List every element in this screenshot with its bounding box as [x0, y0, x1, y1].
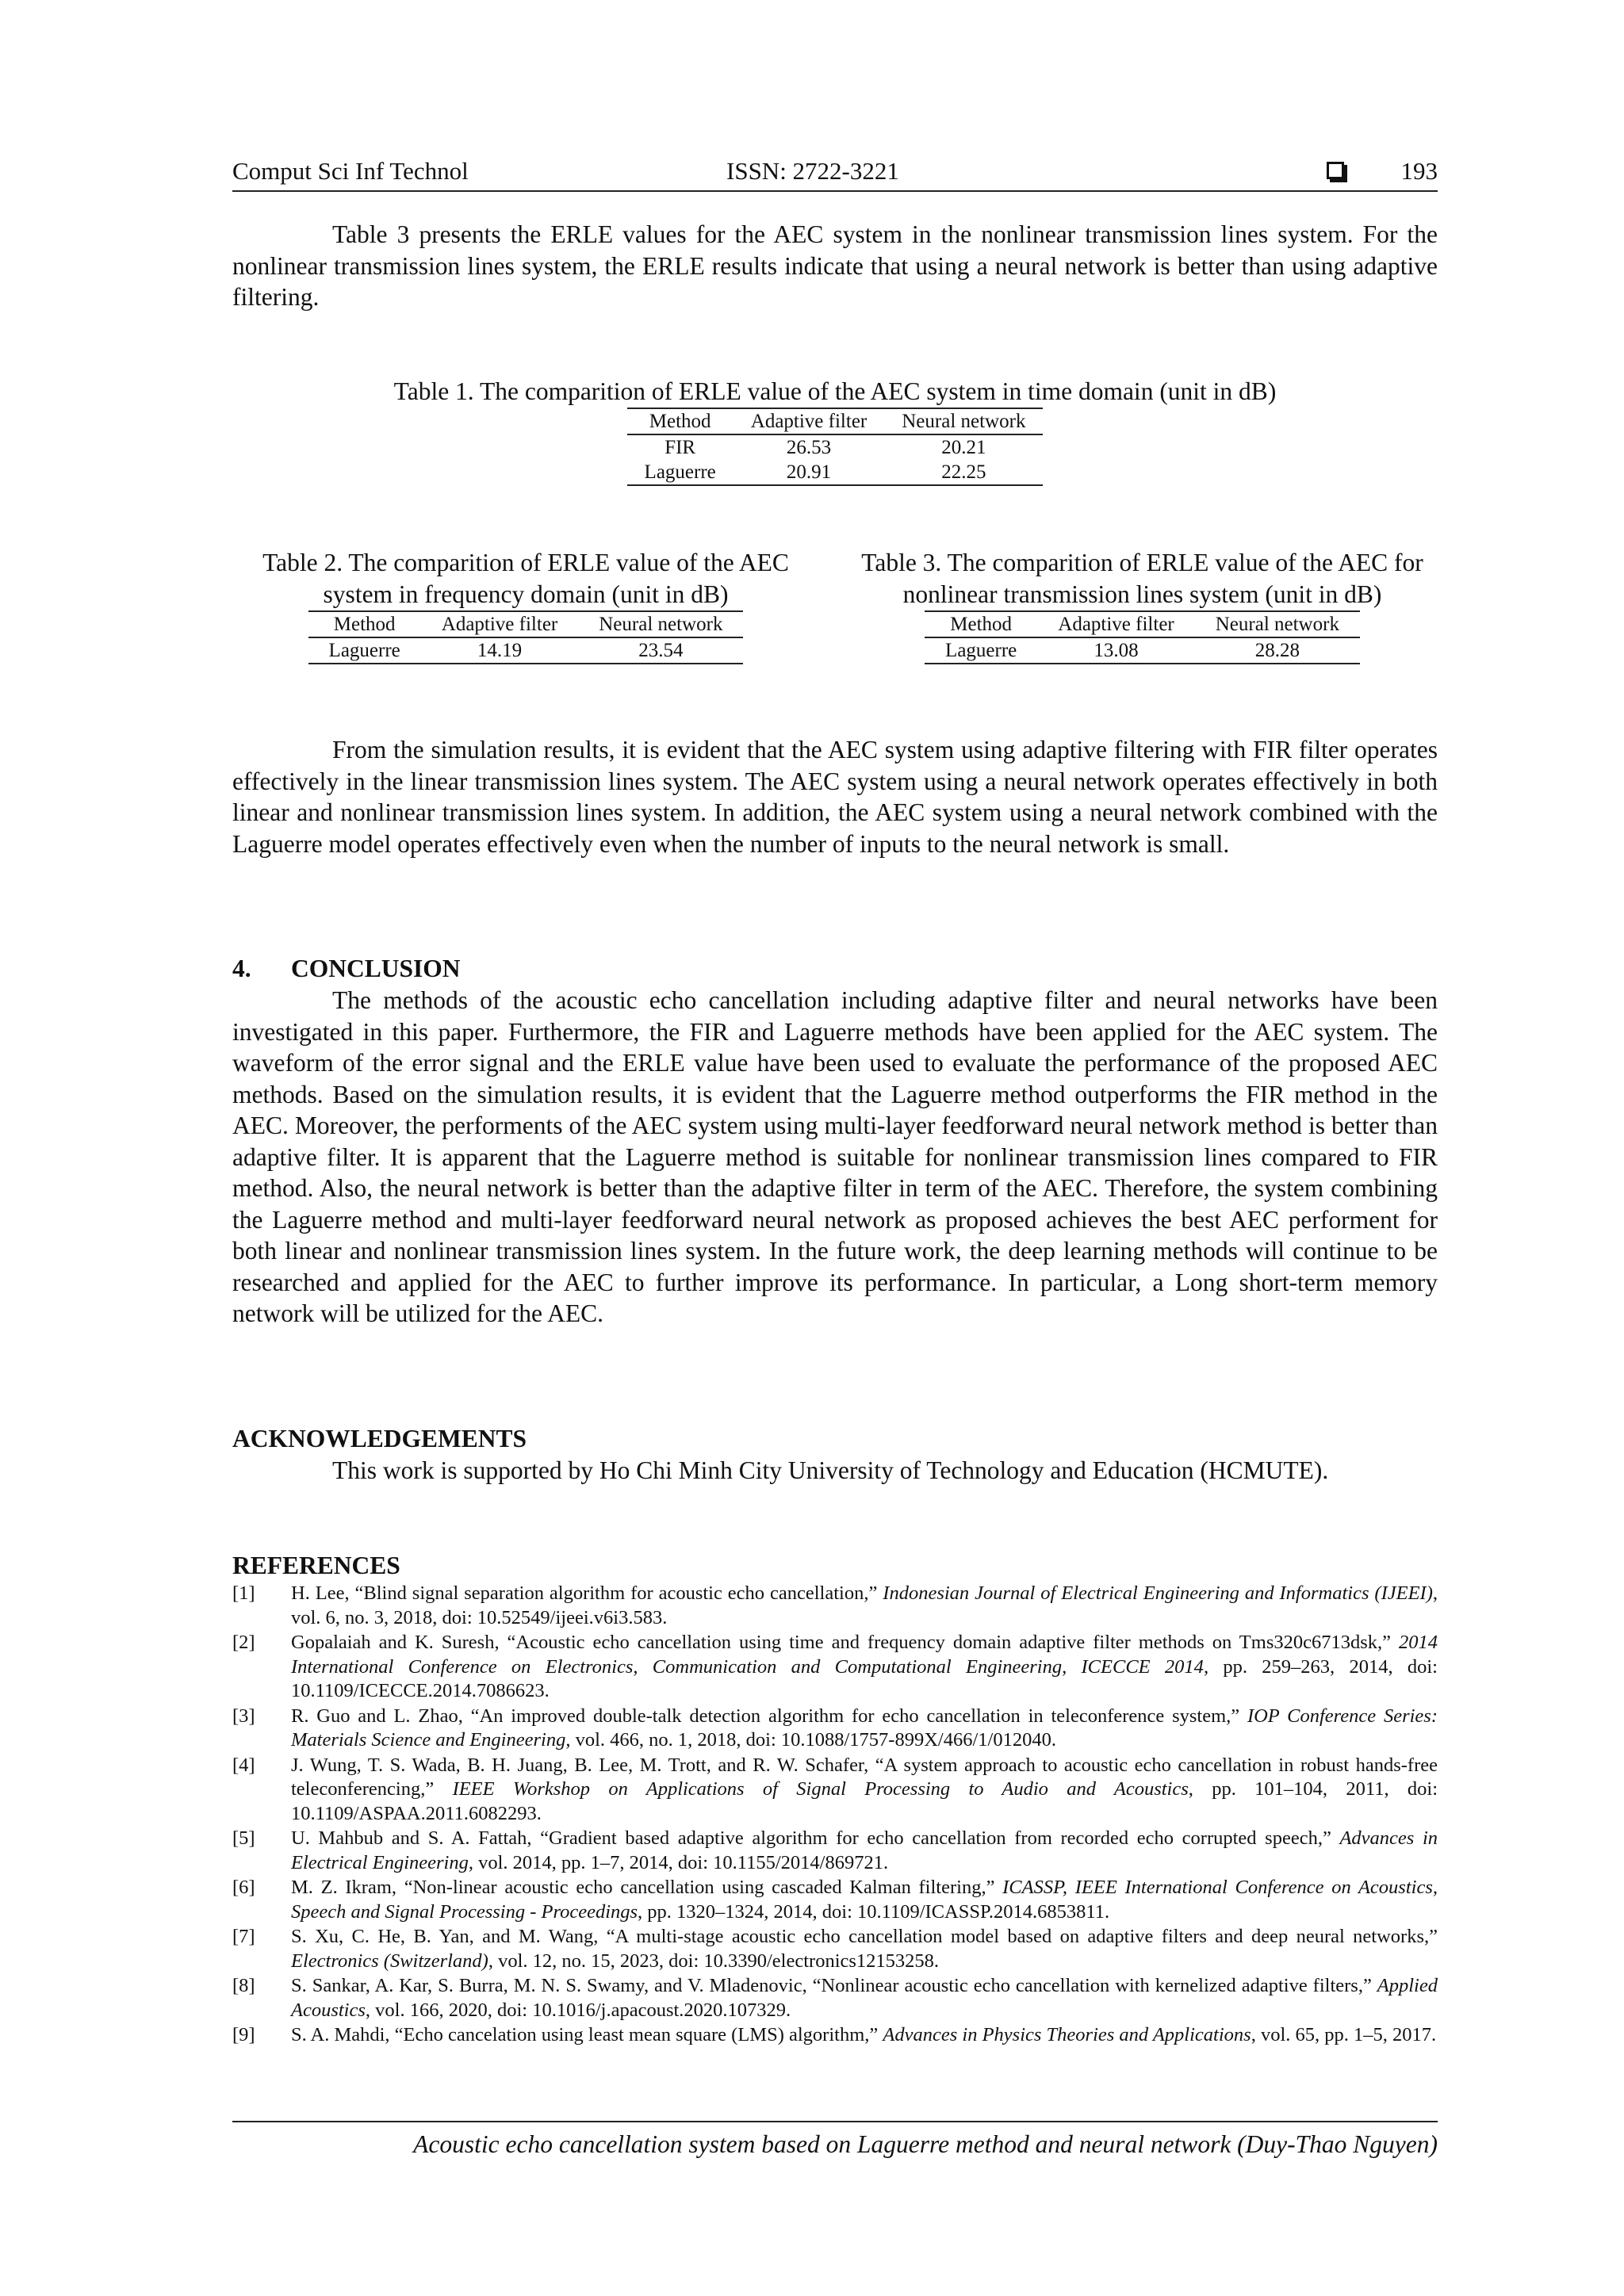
table-cell: 20.21 — [941, 437, 986, 458]
table-row — [925, 637, 1360, 664]
table-cell: 22.25 — [884, 460, 1043, 485]
reference-number: [6] — [232, 1877, 255, 1898]
section-title: CONCLUSION — [291, 955, 461, 982]
checkbox-square-icon — [1327, 162, 1344, 179]
acknowledgements-text: This work is supported by Ho Chi Minh City University of Technology and Education (HCMUTE). — [332, 1456, 1329, 1484]
table-header-row — [627, 408, 1044, 434]
column-header: Adaptive filter — [733, 408, 884, 434]
table-cell: 20.91 — [733, 460, 884, 485]
section-number: 4. — [232, 955, 251, 982]
reference-item: [9] S. A. Mahdi, “Echo cancelation using least mean square (LMS) algorithm,” Advances in Physics Theories and Applications, vol. 65, pp. 1–5, 2017. — [232, 2023, 1438, 2048]
table-row — [627, 460, 1044, 485]
table-cell: 28.28 — [1195, 637, 1360, 664]
reference-list — [232, 1582, 1438, 2048]
table-cell: Laguerre — [925, 637, 1037, 664]
table-caption: Table 1. The comparition of ERLE value of the AEC system in time domain (unit in dB) — [393, 377, 1277, 405]
reference-number: [3] — [232, 1705, 255, 1727]
erle-table — [308, 610, 744, 664]
section-heading: REFERENCES — [232, 1552, 400, 1579]
table-1 — [232, 376, 1438, 486]
table-3 — [847, 547, 1438, 664]
reference-number: [7] — [232, 1926, 255, 1947]
column-header: Neural network — [884, 408, 1043, 434]
reference-item: [7] S. Xu, C. He, B. Yan, and M. Wang, “A multi-stage acoustic echo cancellation model based on adaptive filters and deep neural networks,” Electronics (Switzerland), vol. 12, no. 15, 2023, doi: 10.3390/electronics12153258. — [232, 1926, 1438, 1972]
reference-item: [3] R. Guo and L. Zhao, “An improved double-talk detection algorithm for echo cancellation in teleconference system,” IOP Conference Series: Materials Science and Engineering, vol. 466, no. 1, 2018, doi: 10.1088/1757-899X/466/1/012040. — [232, 1705, 1438, 1751]
column-header: Method — [627, 408, 733, 434]
erle-table — [925, 610, 1360, 664]
results-paragraph: From the simulation results, it is evident that the AEC system using adaptive filtering with FIR filter operates effectively in the linear transmission lines system. The AEC system using a neural network operates effectively in both linear and nonlinear transmission lines system. In addition, the AEC system using a neural network combined with the Laguerre model operates effectively even when the number of inputs to the neural network is small. — [232, 736, 1438, 858]
table-cell: 23.54 — [578, 637, 743, 664]
table-cell: 14.19 — [421, 637, 578, 664]
table-cell: 26.53 — [786, 437, 832, 458]
reference-number: [8] — [232, 1975, 255, 1996]
table-cell: Laguerre — [627, 460, 733, 485]
table-header-row — [308, 611, 744, 637]
references-section — [232, 1550, 1438, 2049]
reference-item: [4] J. Wung, T. S. Wada, B. H. Juang, B. Lee, M. Trott, and R. W. Schafer, “A system approach to acoustic echo cancellation in robust hands-free teleconferencing,” IEEE Workshop on Applications of Signal Processing to Audio and Acoustics, pp. 101–104, 2011, doi: 10.1109/ASPAA.2011.6082293. — [232, 1754, 1438, 1824]
reference-number: [9] — [232, 2024, 255, 2045]
running-header — [232, 155, 1438, 192]
section-heading: ACKNOWLEDGEMENTS — [232, 1425, 527, 1452]
acknowledgements-section — [232, 1423, 1438, 1487]
page-number: 193 — [1400, 157, 1438, 185]
table-cell: FIR — [665, 437, 696, 458]
column-header: Adaptive filter — [421, 611, 578, 637]
table-row — [308, 637, 744, 664]
intro-paragraph: Table 3 presents the ERLE values for the AEC system in the nonlinear transmission lines system. For the nonlinear transmission lines system, the ERLE results indicate that using a neural network is better than using adaptive filtering. — [232, 220, 1438, 311]
reference-item: [6] M. Z. Ikram, “Non-linear acoustic echo cancellation using cascaded Kalman filtering,” ICASSP, IEEE International Conference on Acoustics, Speech and Signal Processing - Proceedings, pp. 1320–1324, 2014, doi: 10.1109/ICASSP.2014.6853811. — [232, 1877, 1438, 1923]
reference-number: [2] — [232, 1632, 255, 1653]
table-cell: Laguerre — [308, 637, 421, 664]
journal-name: Comput Sci Inf Technol — [232, 157, 469, 185]
section-heading — [232, 953, 1438, 985]
column-header: Adaptive filter — [1037, 611, 1194, 637]
column-header: Neural network — [578, 611, 743, 637]
table-caption: Table 3. The comparition of ERLE value of the AEC for nonlinear transmission lines system (unit in dB) — [861, 549, 1423, 608]
intro-paragraph-block — [232, 219, 1438, 313]
table-2 — [232, 547, 819, 664]
reference-item: [8] S. Sankar, A. Kar, S. Burra, M. N. S. Swamy, and V. Mladenovic, “Nonlinear acoustic echo cancellation with kernelized adaptive filters,” Applied Acoustics, vol. 166, 2020, doi: 10.1016/j.apacoust.2020.107329. — [232, 1975, 1438, 2021]
table-cell: 13.08 — [1037, 637, 1194, 664]
column-header: Method — [925, 611, 1037, 637]
conclusion-section — [232, 953, 1438, 1330]
table-row — [627, 434, 1044, 460]
reference-item: [5] U. Mahbub and S. A. Fattah, “Gradient based adaptive algorithm for echo cancellation from recorded echo corrupted speech,” Advances in Electrical Engineering, vol. 2014, pp. 1–7, 2014, doi: 10.1155/2014/869721. — [232, 1827, 1438, 1873]
table-header-row — [925, 611, 1360, 637]
reference-item: [1] H. Lee, “Blind signal separation algorithm for acoustic echo cancellation,” Indonesian Journal of Electrical Engineering and Informatics (IJEEI), vol. 6, no. 3, 2018, doi: 10.52549/ijeei.v6i3.583. — [232, 1582, 1438, 1628]
column-header: Neural network — [1195, 611, 1360, 637]
column-header: Method — [308, 611, 421, 637]
conclusion-text: The methods of the acoustic echo cancellation including adaptive filter and neural networks have been investigated in this paper. Furthermore, the FIR and Laguerre methods have been applied for the AEC system. The waveform of the error signal and the ERLE value have been used to evaluate the performance of the proposed AEC methods. Based on the simulation results, it is evident that the Laguerre method outperforms the FIR method in the AEC. Moreover, the performents of the AEC system using multi-layer feedforward neural network method is better than adaptive filter. It is apparent that the Laguerre method is suitable for nonlinear transmission lines compared to FIR method. Also, the neural network is better than the adaptive filter in term of the AEC. Therefore, the system combining the Laguerre method and multi-layer feedforward neural network as proposed achieves the best AEC performent for both linear and nonlinear transmission lines system. In the future work, the deep learning methods will continue to be researched and applied for the AEC to further improve its performance. In particular, a Long short-term memory network will be utilized for the AEC. — [232, 986, 1438, 1327]
reference-number: [1] — [232, 1582, 255, 1604]
reference-number: [5] — [232, 1827, 255, 1849]
running-footer: Acoustic echo cancellation system based on Laguerre method and neural network (Duy-Thao Nguyen) — [232, 2121, 1438, 2159]
issn: ISSN: 2722-3221 — [726, 157, 899, 185]
results-paragraph-block — [232, 734, 1438, 859]
reference-item: [2] Gopalaiah and K. Suresh, “Acoustic echo cancellation using time and frequency domain adaptive filter methods on Tms320c6713dsk,” 2014 International Conference on Electronics, Communication and Computational Engineering, ICECCE 2014, pp. 259–263, 2014, doi: 10.1109/ICECCE.2014.7086623. — [232, 1632, 1438, 1701]
table-caption: Table 2. The comparition of ERLE value of the AEC system in frequency domain (unit in dB) — [262, 549, 789, 608]
reference-number: [4] — [232, 1754, 255, 1776]
erle-table — [627, 408, 1044, 486]
